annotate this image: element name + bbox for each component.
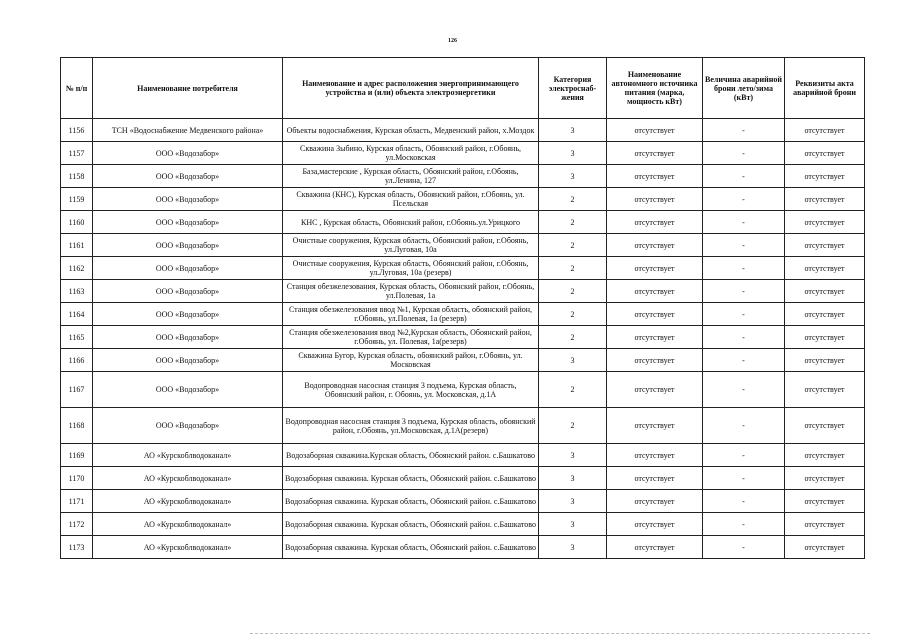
cell-requisites: отсутствует [785, 490, 865, 513]
cell-requisites: отсутствует [785, 326, 865, 349]
table-row [61, 467, 865, 490]
cell-requisites: отсутствует [785, 211, 865, 234]
cell-consumer: АО «Курскоблводоканал» [93, 513, 283, 536]
cell-address: Объекты водоснабжения, Курская область, Медвенский район, х.Моздок [283, 119, 539, 142]
cell-consumer: АО «Курскоблводоканал» [93, 467, 283, 490]
header-num: № п/п [61, 58, 93, 119]
cell-category: 2 [539, 408, 607, 444]
cell-address: Станция обезжелезования, Курская область, Обоянский район, г.Обоянь, ул.Полевая, 1а [283, 280, 539, 303]
table-row [61, 536, 865, 559]
scan-edge-marks [250, 633, 870, 636]
cell-reserve: - [703, 326, 785, 349]
cell-source: отсутствует [607, 408, 703, 444]
cell-num: 1169 [61, 444, 93, 467]
cell-category: 2 [539, 257, 607, 280]
cell-consumer: ООО «Водозабор» [93, 326, 283, 349]
table-row [61, 513, 865, 536]
cell-source: отсутствует [607, 372, 703, 408]
cell-requisites: отсутствует [785, 188, 865, 211]
cell-source: отсутствует [607, 280, 703, 303]
cell-category: 2 [539, 280, 607, 303]
cell-source: отсутствует [607, 536, 703, 559]
cell-reserve: - [703, 188, 785, 211]
cell-reserve: - [703, 257, 785, 280]
cell-consumer: ООО «Водозабор» [93, 408, 283, 444]
table-row [61, 408, 865, 444]
cell-address: Водозаборная скважина. Курская область, Обоянский район. с.Башкатово [283, 490, 539, 513]
cell-reserve: - [703, 513, 785, 536]
cell-category: 3 [539, 467, 607, 490]
cell-requisites: отсутствует [785, 165, 865, 188]
cell-address: База,мастерские , Курская область, Обоянский район, г.Обоянь, ул.Ленина, 127 [283, 165, 539, 188]
cell-reserve: - [703, 303, 785, 326]
cell-source: отсутствует [607, 444, 703, 467]
cell-reserve: - [703, 536, 785, 559]
cell-reserve: - [703, 408, 785, 444]
cell-consumer: ООО «Водозабор» [93, 280, 283, 303]
cell-reserve: - [703, 165, 785, 188]
cell-address: Скважина Бугор, Курская область, обоянский район, г.Обоянь, ул. Московская [283, 349, 539, 372]
cell-consumer: ООО «Водозабор» [93, 165, 283, 188]
cell-consumer: ООО «Водозабор» [93, 372, 283, 408]
cell-address: Водозаборная скважина.Курская область, Обоянский район. с.Башкатово [283, 444, 539, 467]
cell-reserve: - [703, 490, 785, 513]
cell-reserve: - [703, 211, 785, 234]
header-reserve: Величина аварийной брони лето/зима (кВт) [703, 58, 785, 119]
cell-address: Водозаборная скважина. Курская область, Обоянский район. с.Башкатово [283, 513, 539, 536]
header-requisites: Реквизиты акта аварийной брони [785, 58, 865, 119]
table-row [61, 234, 865, 257]
cell-reserve: - [703, 444, 785, 467]
cell-requisites: отсутствует [785, 119, 865, 142]
table-row [61, 165, 865, 188]
cell-source: отсутствует [607, 165, 703, 188]
cell-num: 1158 [61, 165, 93, 188]
cell-source: отсутствует [607, 349, 703, 372]
cell-requisites: отсутствует [785, 234, 865, 257]
cell-address: Очистные сооружения, Курская область, Обоянский район, г.Обоянь, ул.Луговая, 10а (резерв) [283, 257, 539, 280]
cell-consumer: АО «Курскоблводоканал» [93, 536, 283, 559]
cell-address: Станция обезжелезования ввод №2,Курская область, Обоянский район, г.Обоянь, ул. Полевая, 1а(резерв) [283, 326, 539, 349]
cell-consumer: АО «Курскоблводоканал» [93, 490, 283, 513]
cell-address: Водозаборная скважина. Курская область, Обоянский район. с.Башкатово [283, 536, 539, 559]
cell-num: 1163 [61, 280, 93, 303]
cell-num: 1171 [61, 490, 93, 513]
cell-requisites: отсутствует [785, 444, 865, 467]
cell-consumer: ООО «Водозабор» [93, 142, 283, 165]
cell-num: 1167 [61, 372, 93, 408]
header-address: Наименование и адрес расположения энергопринимающего устройства и (или) объекта электроэнергетики [283, 58, 539, 119]
cell-consumer: ООО «Водозабор» [93, 349, 283, 372]
cell-num: 1162 [61, 257, 93, 280]
cell-requisites: отсутствует [785, 513, 865, 536]
cell-category: 2 [539, 211, 607, 234]
cell-num: 1173 [61, 536, 93, 559]
cell-source: отсутствует [607, 119, 703, 142]
cell-num: 1159 [61, 188, 93, 211]
cell-source: отсутствует [607, 234, 703, 257]
cell-consumer: ТСН «Водоснабжение Медвенского района» [93, 119, 283, 142]
cell-category: 3 [539, 536, 607, 559]
cell-category: 2 [539, 234, 607, 257]
cell-source: отсутствует [607, 142, 703, 165]
cell-num: 1166 [61, 349, 93, 372]
cell-requisites: отсутствует [785, 349, 865, 372]
cell-consumer: ООО «Водозабор» [93, 188, 283, 211]
cell-source: отсутствует [607, 257, 703, 280]
cell-category: 3 [539, 142, 607, 165]
table-header-row [61, 58, 865, 119]
registry-table [60, 57, 865, 559]
table-row [61, 326, 865, 349]
cell-category: 3 [539, 349, 607, 372]
cell-address: Водопроводная насосная станция 3 подъема, Курская область, Обоянский район, г. Обоянь, ул. Московская, д.1А [283, 372, 539, 408]
cell-num: 1170 [61, 467, 93, 490]
cell-category: 2 [539, 326, 607, 349]
table-row [61, 211, 865, 234]
cell-num: 1160 [61, 211, 93, 234]
cell-address: Станция обезжелезования ввод №1, Курская область, обоянский район, г.Обоянь, ул.Полевая, 1а (резерв) [283, 303, 539, 326]
cell-reserve: - [703, 234, 785, 257]
page-number: 126 [448, 38, 457, 44]
cell-num: 1157 [61, 142, 93, 165]
cell-requisites: отсутствует [785, 536, 865, 559]
cell-address: КНС , Курская область, Обоянский район, г.Обоянь.ул.Урицкого [283, 211, 539, 234]
table-row [61, 142, 865, 165]
cell-reserve: - [703, 280, 785, 303]
table-row [61, 372, 865, 408]
cell-reserve: - [703, 349, 785, 372]
cell-source: отсутствует [607, 326, 703, 349]
cell-category: 3 [539, 165, 607, 188]
cell-consumer: АО «Курскоблводоканал» [93, 444, 283, 467]
cell-consumer: ООО «Водозабор» [93, 303, 283, 326]
table-row [61, 188, 865, 211]
cell-address: Скважина (КНС), Курская область, Обоянский район, г.Обоянь, ул. Псельская [283, 188, 539, 211]
cell-category: 3 [539, 490, 607, 513]
cell-num: 1165 [61, 326, 93, 349]
cell-source: отсутствует [607, 188, 703, 211]
cell-address: Скважина Зыбино, Курская область, Обоянский район, г.Обоянь, ул.Московская [283, 142, 539, 165]
cell-consumer: ООО «Водозабор» [93, 257, 283, 280]
cell-reserve: - [703, 119, 785, 142]
header-category: Категория электроснаб-жения [539, 58, 607, 119]
cell-address: Водозаборная скважина. Курская область, Обоянский район. с.Башкатово [283, 467, 539, 490]
cell-reserve: - [703, 372, 785, 408]
cell-source: отсутствует [607, 490, 703, 513]
cell-source: отсутствует [607, 513, 703, 536]
cell-reserve: - [703, 142, 785, 165]
cell-requisites: отсутствует [785, 408, 865, 444]
cell-category: 3 [539, 119, 607, 142]
header-consumer: Наименование потребителя [93, 58, 283, 119]
cell-category: 2 [539, 303, 607, 326]
header-source: Наименование автономного источника питания (марка, мощность кВт) [607, 58, 703, 119]
table-row [61, 257, 865, 280]
cell-num: 1172 [61, 513, 93, 536]
table-row [61, 280, 865, 303]
cell-requisites: отсутствует [785, 467, 865, 490]
cell-requisites: отсутствует [785, 303, 865, 326]
cell-category: 3 [539, 444, 607, 467]
cell-requisites: отсутствует [785, 372, 865, 408]
table-row [61, 303, 865, 326]
cell-source: отсутствует [607, 467, 703, 490]
cell-category: 2 [539, 372, 607, 408]
cell-num: 1168 [61, 408, 93, 444]
cell-requisites: отсутствует [785, 257, 865, 280]
cell-source: отсутствует [607, 303, 703, 326]
cell-category: 3 [539, 513, 607, 536]
cell-category: 2 [539, 188, 607, 211]
cell-source: отсутствует [607, 211, 703, 234]
table-row [61, 349, 865, 372]
cell-num: 1164 [61, 303, 93, 326]
cell-requisites: отсутствует [785, 142, 865, 165]
cell-num: 1156 [61, 119, 93, 142]
cell-address: Водопроводная насосная станция 3 подъема, Курская область, обоянский район, г.Обоянь, ул.Московская, д.1А(резерв) [283, 408, 539, 444]
table-row [61, 490, 865, 513]
cell-consumer: ООО «Водозабор» [93, 211, 283, 234]
cell-reserve: - [703, 467, 785, 490]
cell-address: Очистные сооружения, Курская область, Обоянский район, г.Обоянь, ул.Луговая, 10а [283, 234, 539, 257]
table-row [61, 444, 865, 467]
table-row [61, 119, 865, 142]
cell-num: 1161 [61, 234, 93, 257]
cell-consumer: ООО «Водозабор» [93, 234, 283, 257]
cell-requisites: отсутствует [785, 280, 865, 303]
